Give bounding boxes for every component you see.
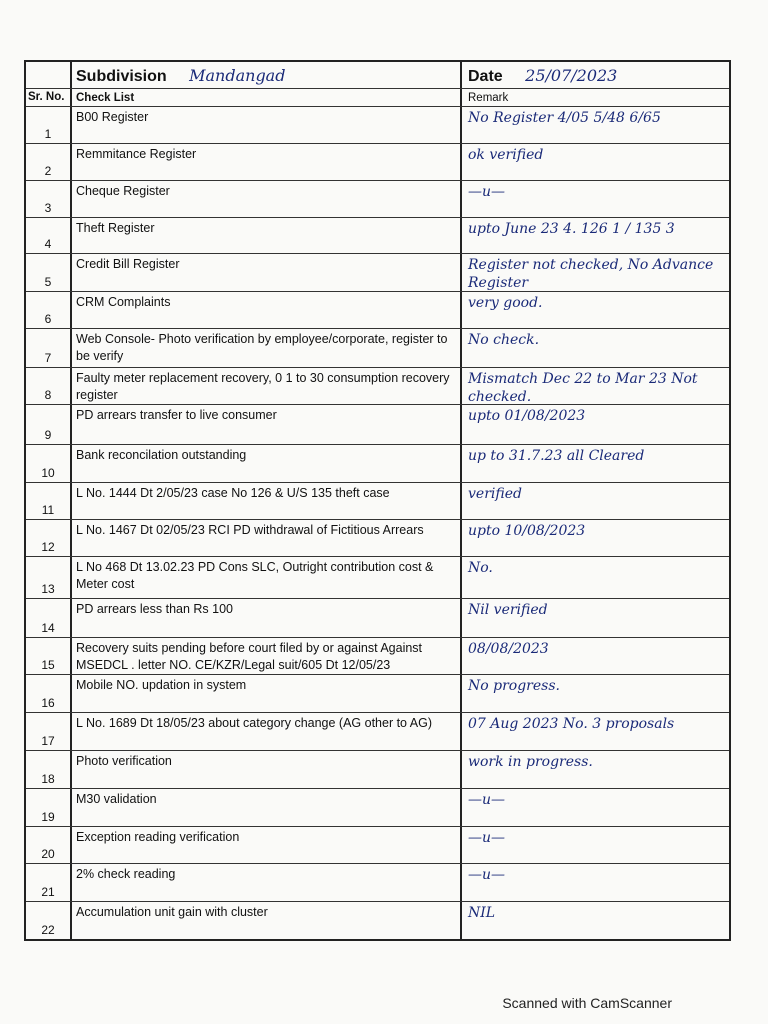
table-row (26, 864, 729, 902)
checklist-rows (26, 107, 729, 939)
checklist-item: L No. 1444 Dt 2/05/23 case No 126 & U/S 135 theft case (72, 483, 462, 519)
table-row (26, 329, 729, 368)
remark-cell (462, 107, 729, 143)
srno-cell (26, 144, 72, 180)
remark-cell (462, 751, 729, 788)
remark-cell (462, 329, 729, 367)
header-row-1 (26, 62, 729, 89)
remark-value: verified (468, 486, 522, 502)
checklist-item: Mobile NO. updation in system (72, 675, 462, 712)
srno-value: 18 (41, 772, 55, 786)
srno-value: 15 (41, 658, 55, 672)
srno-cell (26, 827, 72, 863)
srno-cell (26, 292, 72, 328)
remark-cell (462, 483, 729, 519)
table-row (26, 599, 729, 638)
table-row (26, 827, 729, 864)
remark-cell (462, 445, 729, 482)
srno-cell (26, 181, 72, 217)
remark-value: up to 31.7.23 all Cleared (468, 448, 645, 464)
subdivision-cell (72, 62, 462, 88)
srno-header: Sr. No. (26, 89, 72, 106)
srno-value: 6 (44, 312, 52, 326)
srno-value: 3 (44, 201, 52, 215)
remark-value: —u— (468, 830, 506, 846)
srno-cell (26, 638, 72, 674)
remark-value: No Register 4/05 5/48 6/65 (468, 110, 661, 126)
remark-cell (462, 181, 729, 217)
checklist-item: Exception reading verification (72, 827, 462, 863)
table-row (26, 292, 729, 329)
remark-cell (462, 557, 729, 598)
remark-cell (462, 254, 729, 291)
srno-cell (26, 902, 72, 939)
checklist-item: CRM Complaints (72, 292, 462, 328)
remark-cell (462, 675, 729, 712)
remark-cell (462, 713, 729, 750)
remark-cell (462, 638, 729, 674)
srno-value: 16 (41, 696, 55, 710)
remark-header: Remark (468, 92, 509, 104)
checklist-item: Theft Register (72, 218, 462, 253)
srno-cell (26, 520, 72, 556)
remark-value: No. (468, 560, 493, 576)
remark-value: No progress. (468, 678, 560, 694)
remark-value: Nil verified (468, 602, 548, 618)
srno-value: 13 (41, 582, 55, 596)
checklist-item: L No 468 Dt 13.02.23 PD Cons SLC, Outright contribution cost & Meter cost (72, 557, 462, 598)
remark-value: Register not checked, No Advance Register (468, 257, 714, 291)
table-row (26, 144, 729, 181)
table-row (26, 218, 729, 254)
table-row (26, 638, 729, 675)
checklist-item: Accumulation unit gain with cluster (72, 902, 462, 939)
remark-value: No check. (468, 332, 540, 348)
srno-cell (26, 557, 72, 598)
srno-value: 1 (44, 127, 52, 141)
remark-value: ok verified (468, 147, 544, 163)
table-row (26, 405, 729, 445)
scanner-footer: Scanned with CamScanner (502, 995, 672, 1011)
srno-value: 4 (44, 237, 52, 251)
checklist-item: L No. 1467 Dt 02/05/23 RCI PD withdrawal of Fictitious Arrears (72, 520, 462, 556)
table-row (26, 789, 729, 827)
table-row (26, 675, 729, 713)
srno-cell (26, 789, 72, 826)
checklist-item: Credit Bill Register (72, 254, 462, 291)
checklist-item: Bank reconcilation outstanding (72, 445, 462, 482)
checklist-item: Faulty meter replacement recovery, 0 1 to 30 consumption recovery register (72, 368, 462, 404)
srno-value: 9 (44, 428, 52, 442)
srno-cell (26, 713, 72, 750)
subdivision-value: Mandangad (189, 66, 286, 85)
remark-cell (462, 902, 729, 939)
srno-cell (26, 445, 72, 482)
srno-value: 11 (41, 503, 55, 517)
checklist-item: 2% check reading (72, 864, 462, 901)
date-cell (462, 62, 729, 88)
date-label: Date (468, 68, 503, 85)
remark-cell (462, 827, 729, 863)
remark-value: 07 Aug 2023 No. 3 proposals (468, 716, 675, 732)
srno-cell (26, 368, 72, 404)
table-row (26, 557, 729, 599)
header-row-2 (26, 89, 729, 107)
remark-value: 08/08/2023 (468, 641, 549, 657)
remark-value: work in progress. (468, 754, 593, 770)
srno-cell (26, 599, 72, 637)
remark-cell (462, 292, 729, 328)
table-row (26, 445, 729, 483)
remark-value: Mismatch Dec 22 to Mar 23 Not checked. (468, 371, 698, 405)
srno-value: 17 (41, 734, 55, 748)
srno-value: 2 (44, 164, 52, 178)
checklist-item: Cheque Register (72, 181, 462, 217)
checklist-table (24, 60, 731, 941)
date-value: 25/07/2023 (525, 66, 618, 85)
srno-value: 5 (44, 275, 52, 289)
remark-cell (462, 599, 729, 637)
srno-value: 21 (41, 885, 55, 899)
remark-cell (462, 218, 729, 253)
checklist-item: PD arrears less than Rs 100 (72, 599, 462, 637)
remark-value: —u— (468, 184, 506, 200)
srno-cell (26, 751, 72, 788)
srno-cell (26, 107, 72, 143)
remark-value: upto 01/08/2023 (468, 408, 586, 424)
checklist-header: Check List (72, 89, 462, 106)
remark-value: very good. (468, 295, 543, 311)
srno-value: 14 (41, 621, 55, 635)
table-row (26, 483, 729, 520)
srno-cell (26, 864, 72, 901)
table-row (26, 254, 729, 292)
srno-value: 19 (41, 810, 55, 824)
table-row (26, 520, 729, 557)
checklist-item: L No. 1689 Dt 18/05/23 about category change (AG other to AG) (72, 713, 462, 750)
remark-cell (462, 520, 729, 556)
table-row (26, 713, 729, 751)
srno-value: 22 (41, 923, 55, 937)
checklist-item: Photo verification (72, 751, 462, 788)
srno-value: 12 (41, 540, 55, 554)
checklist-item: Remmitance Register (72, 144, 462, 180)
remark-cell (462, 144, 729, 180)
srno-cell (26, 329, 72, 367)
table-row (26, 181, 729, 218)
remark-value: —u— (468, 867, 506, 883)
remark-value: upto June 23 4. 126 1 / 135 3 (468, 221, 675, 237)
checklist-item: PD arrears transfer to live consumer (72, 405, 462, 444)
table-row (26, 902, 729, 939)
remark-value: upto 10/08/2023 (468, 523, 586, 539)
srno-cell (26, 218, 72, 253)
checklist-item: Web Console- Photo verification by employee/corporate, register to be verify (72, 329, 462, 367)
table-row (26, 107, 729, 144)
srno-value: 10 (41, 466, 55, 480)
remark-value: NIL (468, 905, 496, 921)
srno-cell (26, 483, 72, 519)
table-row (26, 751, 729, 789)
remark-cell (462, 864, 729, 901)
checklist-item: M30 validation (72, 789, 462, 826)
srno-value: 8 (44, 388, 52, 402)
srno-value: 20 (41, 847, 55, 861)
srno-cell (26, 254, 72, 291)
remark-cell (462, 368, 729, 404)
header-blank-cell (26, 62, 72, 88)
subdivision-label: Subdivision (76, 68, 167, 85)
srno-cell (26, 675, 72, 712)
remark-value: —u— (468, 792, 506, 808)
checklist-item: Recovery suits pending before court filed by or against Against MSEDCL . letter NO. CE/KZR/Legal suit/605 Dt 12/05/23 (72, 638, 462, 674)
srno-cell (26, 405, 72, 444)
remark-cell (462, 405, 729, 444)
srno-value: 7 (44, 351, 52, 365)
checklist-item: B00 Register (72, 107, 462, 143)
table-row (26, 368, 729, 405)
remark-cell (462, 789, 729, 826)
